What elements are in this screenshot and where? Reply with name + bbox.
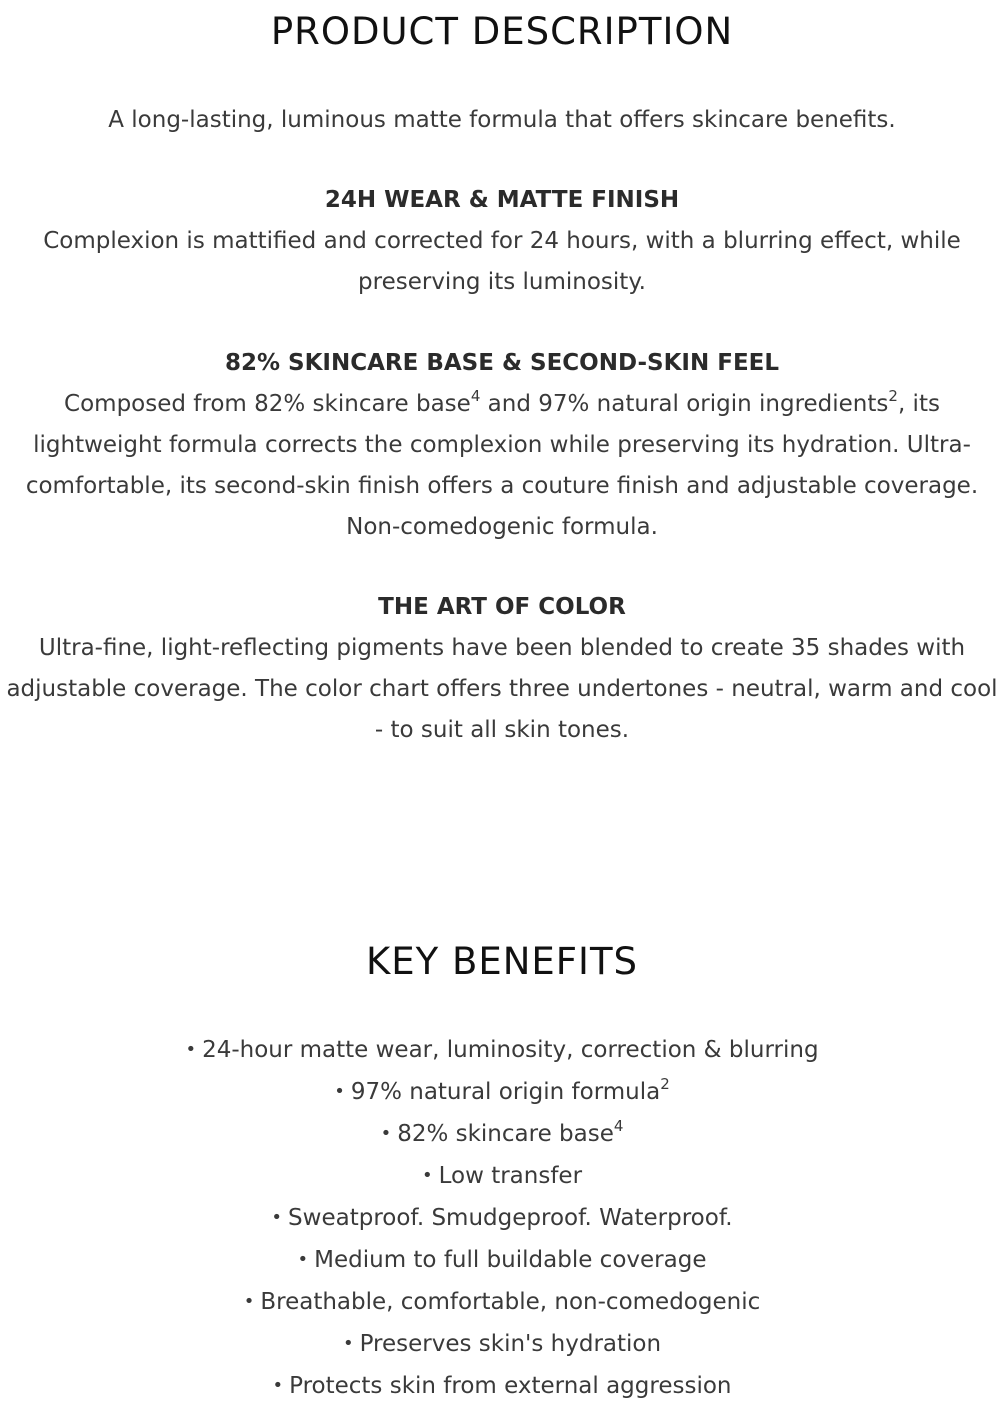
section-text xyxy=(0,384,1004,548)
key-benefits-list xyxy=(0,1030,1004,1408)
bullet-icon: • xyxy=(334,1081,345,1102)
product-intro: A long-lasting, luminous matte formula that offers skincare benefits. xyxy=(108,107,896,133)
text-part: Composed from 82% skincare base xyxy=(64,391,471,417)
section-text: Ultra-fine, light-reflecting pigments have been blended to create 35 shades with adjustable coverage. The color chart offers three undertones - neutral, warm and cool - to suit all skin tones. xyxy=(6,635,998,743)
section-wear-finish xyxy=(0,180,1004,303)
benefit-item xyxy=(0,1324,1004,1366)
text-part: , its lightweight formula corrects the complexion while preserving its hydration. Ultra-comfortable, its second-skin finish offers a couture finish and adjustable coverage. Non-comedogenic formula. xyxy=(25,391,979,540)
footnote-marker: 2 xyxy=(888,387,898,405)
benefit-item xyxy=(0,1366,1004,1408)
benefit-item xyxy=(0,1198,1004,1240)
benefit-text: Breathable, comfortable, non-comedogenic xyxy=(260,1289,761,1315)
section-text: Complexion is mattified and corrected for 24 hours, with a blurring effect, while preserving its luminosity. xyxy=(43,228,961,295)
text-part: and 97% natural origin ingredients xyxy=(480,391,889,417)
benefit-text: Low transfer xyxy=(438,1163,583,1189)
benefit-item xyxy=(0,1072,1004,1114)
section-skincare-base xyxy=(0,343,1004,548)
bullet-icon: • xyxy=(243,1291,255,1312)
benefit-item xyxy=(0,1282,1004,1324)
benefit-item xyxy=(0,1156,1004,1198)
bullet-icon: • xyxy=(271,1207,283,1228)
bullet-icon: • xyxy=(272,1375,284,1396)
footnote-marker: 2 xyxy=(660,1075,670,1093)
footnote-marker: 4 xyxy=(470,387,481,405)
bullet-icon: • xyxy=(185,1039,197,1060)
benefit-text: 82% skincare base xyxy=(397,1121,614,1147)
product-description-title: PRODUCT DESCRIPTION xyxy=(270,10,734,53)
bullet-icon: • xyxy=(380,1123,392,1144)
bullet-icon: • xyxy=(421,1165,433,1186)
key-benefits-title: KEY BENEFITS xyxy=(365,940,639,983)
section-heading: THE ART OF COLOR xyxy=(378,594,626,620)
bullet-icon: • xyxy=(297,1249,309,1270)
section-art-of-color xyxy=(0,587,1004,751)
benefit-text: Sweatproof. Smudgeproof. Waterproof. xyxy=(288,1205,733,1231)
benefit-text: 24-hour matte wear, luminosity, correction & blurring xyxy=(202,1037,819,1063)
benefit-item xyxy=(0,1030,1004,1072)
benefit-text: Preserves skin's hydration xyxy=(359,1331,662,1357)
section-heading: 82% SKINCARE BASE & SECOND-SKIN FEEL xyxy=(224,350,780,376)
benefit-item xyxy=(0,1114,1004,1156)
bullet-icon: • xyxy=(342,1333,354,1354)
benefit-text: 97% natural origin formula xyxy=(350,1079,661,1105)
benefit-text: Protects skin from external aggression xyxy=(289,1373,732,1399)
benefit-text: Medium to full buildable coverage xyxy=(314,1247,707,1273)
footnote-marker: 4 xyxy=(613,1117,624,1135)
section-heading: 24H WEAR & MATTE FINISH xyxy=(324,187,680,213)
benefit-item xyxy=(0,1240,1004,1282)
